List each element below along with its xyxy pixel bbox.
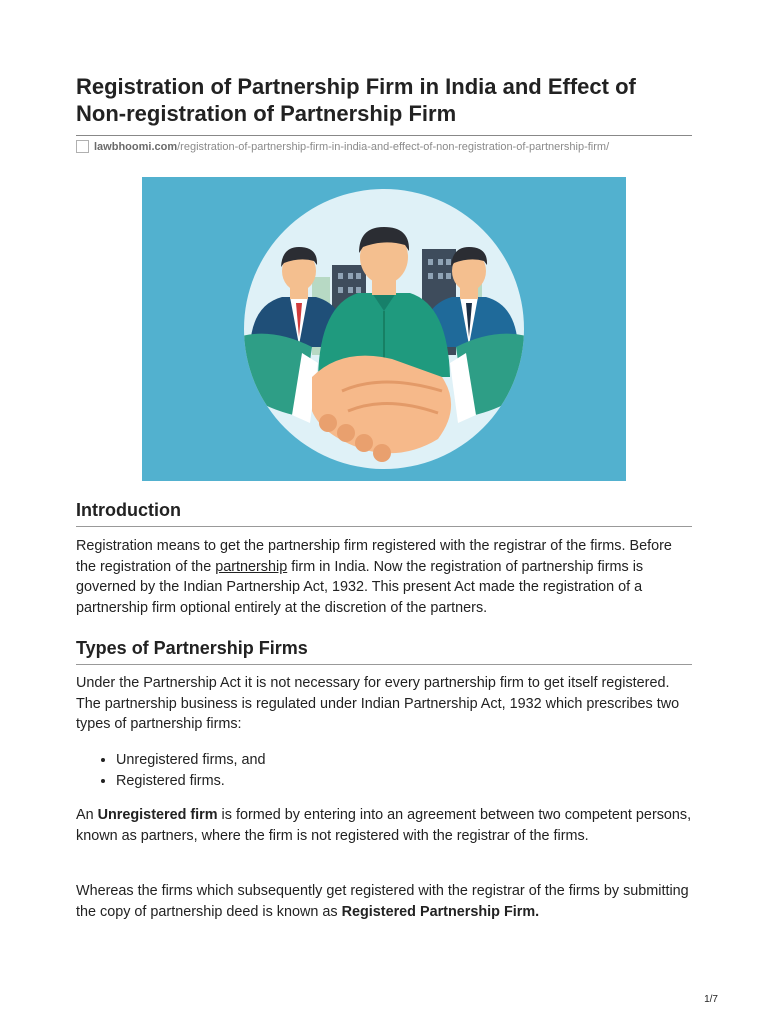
source-path: /registration-of-partnership-firm-in-india-and-effect-of-non-registration-of-partnership-firm/ (177, 141, 610, 153)
favicon-icon (76, 140, 89, 153)
source-domain: lawbhoomi.com (94, 141, 178, 153)
section-heading-types: Types of Partnership Firms (76, 638, 692, 665)
list-item: • Unregistered firms, and (116, 750, 692, 771)
unregistered-paragraph: An Unregistered firm is formed by entering into an agreement between two competent persons, known as partners, where the firm is not registered with the registrar of the firms. (76, 807, 692, 844)
partnership-link[interactable]: partnership (215, 558, 288, 575)
types-paragraph: Under the Partnership Act it is not necessary for every partnership firm to get itself registered. The partnership business is regulated under Indian Partnership Act, 1932 which prescribes two types of partnership firms: (76, 675, 680, 732)
section-heading-introduction: Introduction (76, 500, 692, 527)
types-list (76, 750, 692, 791)
introduction-paragraph: Registration means to get the partnership firm registered with the registrar of the firms. Before the registration of the partnership firm in India. Now the registration of partnership firms is governed by the Indian Partnership Act, 1932. This present Act made the registration of a partnership firm optional entirely at the discretion of the partners. (76, 538, 672, 616)
handshake-illustration-icon (142, 177, 626, 481)
page-title: Registration of Partnership Firm in India and Effect of Non-registration of Partnership Firm (76, 74, 636, 126)
title-divider (76, 135, 692, 136)
list-item: • Registered firms. (116, 771, 692, 792)
page-number: 1/7 (704, 994, 718, 1005)
source-url[interactable] (76, 140, 609, 153)
registered-paragraph: Whereas the firms which subsequently get registered with the registrar of the firms by submitting the copy of partnership deed is known as Registered Partnership Firm. (76, 883, 689, 920)
